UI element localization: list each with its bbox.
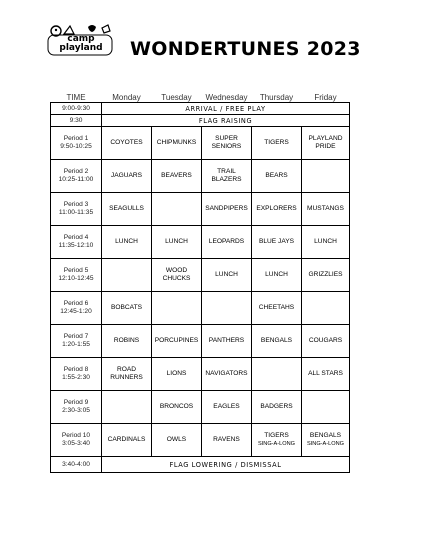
- group-name: BEARS: [265, 172, 288, 179]
- group-name: CARDINALS: [107, 436, 146, 443]
- period-time-cell: [51, 193, 102, 226]
- group-name: BADGERS: [260, 403, 293, 410]
- group-cell-wednesday: [202, 127, 252, 160]
- period-row: [51, 424, 350, 457]
- group-name: SEAGULLS: [109, 205, 144, 212]
- group-cell-monday: [102, 160, 152, 193]
- group-cell-thursday: [252, 160, 302, 193]
- group-name: LUNCH: [314, 238, 337, 245]
- period-label: Period 5: [63, 267, 89, 274]
- group-cell-friday: [302, 127, 350, 160]
- period-label: Period 7: [63, 333, 89, 340]
- group-cell-monday: [102, 358, 152, 391]
- group-name: COUGARS: [308, 337, 343, 344]
- period-label: Period 9: [63, 399, 89, 406]
- period-time: 12:10-12:45: [58, 275, 94, 282]
- group-cell-wednesday: [202, 391, 252, 424]
- group-cell-monday: [102, 325, 152, 358]
- group-name: RAVENS: [213, 436, 240, 443]
- column-header-monday: Monday: [112, 93, 141, 102]
- period-time: 11:00-11:35: [58, 209, 94, 216]
- period-label: Period 3: [63, 201, 89, 208]
- group-cell-monday: [102, 226, 152, 259]
- group-cell-thursday: [252, 424, 302, 457]
- period-time-cell: [51, 325, 102, 358]
- group-cell-thursday: [252, 226, 302, 259]
- period-row: [51, 391, 350, 424]
- group-cell-wednesday: [202, 193, 252, 226]
- group-name: LEOPARDS: [208, 238, 245, 245]
- period-row: [51, 292, 350, 325]
- group-cell-wednesday: [202, 358, 252, 391]
- arrival-row: [51, 103, 350, 115]
- period-row: [51, 160, 350, 193]
- period-time-cell: [51, 358, 102, 391]
- column-header-friday: Friday: [314, 93, 337, 102]
- period-row: [51, 325, 350, 358]
- group-name: WOOD CHUCKS: [162, 267, 191, 282]
- group-name: LIONS: [166, 370, 187, 377]
- group-cell-tuesday: [152, 127, 202, 160]
- period-time-cell: [51, 226, 102, 259]
- group-cell-thursday: [252, 391, 302, 424]
- group-name: LUNCH: [215, 271, 238, 278]
- period-label: Period 1: [63, 135, 89, 142]
- group-subtitle: SING-A-LONG: [258, 441, 295, 447]
- period-label: Period 6: [63, 300, 89, 307]
- period-time: 1:20-1:55: [62, 341, 90, 348]
- group-cell-thursday: [252, 193, 302, 226]
- group-cell-tuesday: [152, 193, 202, 226]
- group-name: BENGALS: [260, 337, 293, 344]
- group-cell-monday: [102, 259, 152, 292]
- header-row: [51, 88, 350, 103]
- group-cell-friday: [302, 358, 350, 391]
- group-cell-monday: [102, 193, 152, 226]
- group-cell-monday: [102, 127, 152, 160]
- group-cell-wednesday: [202, 259, 252, 292]
- group-cell-thursday: [252, 325, 302, 358]
- column-header-tuesday: Tuesday: [161, 93, 192, 102]
- column-header-thursday: Thursday: [259, 93, 294, 102]
- period-row: [51, 193, 350, 226]
- group-name: EAGLES: [213, 403, 240, 410]
- group-name: TIGERS: [264, 432, 289, 439]
- group-name: BOBCATS: [110, 304, 143, 311]
- period-row: [51, 127, 350, 160]
- period-label: Period 8: [63, 366, 89, 373]
- logo-line-playland: playland: [59, 43, 103, 53]
- schedule-table: [50, 88, 350, 473]
- group-cell-tuesday: [152, 292, 202, 325]
- group-name: TIGERS: [264, 139, 289, 146]
- dismissal-time: 3:40-4:00: [51, 457, 102, 473]
- column-header-time: TIME: [66, 93, 86, 102]
- group-cell-friday: [302, 424, 350, 457]
- group-name: BENGALS: [309, 432, 342, 439]
- group-name: ROAD RUNNERS: [110, 366, 143, 381]
- group-cell-friday: [302, 292, 350, 325]
- group-cell-monday: [102, 424, 152, 457]
- group-cell-friday: [302, 193, 350, 226]
- group-name: TRAIL BLAZERS: [211, 168, 242, 183]
- period-label: Period 4: [63, 234, 89, 241]
- period-row: [51, 358, 350, 391]
- period-time-cell: [51, 424, 102, 457]
- group-cell-thursday: [252, 358, 302, 391]
- group-name: SUPER SENIORS: [211, 135, 242, 150]
- arrival-time: 9:00-9:30: [51, 103, 102, 115]
- group-cell-wednesday: [202, 226, 252, 259]
- group-cell-monday: [102, 292, 152, 325]
- period-time-cell: [51, 127, 102, 160]
- group-cell-friday: [302, 259, 350, 292]
- group-name: CHIPMUNKS: [156, 139, 197, 146]
- group-name: MUSTANGS: [307, 205, 344, 212]
- group-name: GRIZZLIES: [308, 271, 343, 278]
- flag-raising-row: [51, 115, 350, 127]
- group-subtitle: SING-A-LONG: [307, 441, 344, 447]
- group-name: COYOTES: [110, 139, 143, 146]
- period-time: 1:55-2:30: [62, 374, 90, 381]
- group-name: BRONCOS: [159, 403, 194, 410]
- group-cell-tuesday: [152, 226, 202, 259]
- group-name: BEAVERS: [161, 172, 192, 179]
- period-time: 10:25-11:00: [58, 176, 94, 183]
- group-name: PANTHERS: [208, 337, 245, 344]
- group-cell-thursday: [252, 259, 302, 292]
- column-header-wednesday: Wednesday: [205, 93, 248, 102]
- group-cell-friday: [302, 325, 350, 358]
- period-label: Period 2: [63, 168, 89, 175]
- arrival-label: ARRIVAL / FREE PLAY: [102, 103, 350, 115]
- period-time: 11:35-12:10: [58, 242, 94, 249]
- dismissal-row: [51, 457, 350, 473]
- group-name: BLUE JAYS: [258, 238, 295, 245]
- group-cell-wednesday: [202, 292, 252, 325]
- group-name: LUNCH: [265, 271, 288, 278]
- group-name: NAVIGATORS: [205, 370, 248, 377]
- period-time-cell: [51, 160, 102, 193]
- group-cell-wednesday: [202, 325, 252, 358]
- group-cell-friday: [302, 160, 350, 193]
- group-cell-friday: [302, 226, 350, 259]
- period-time-cell: [51, 391, 102, 424]
- logo-text: [50, 35, 112, 53]
- flag-raising-time: 9:30: [51, 115, 102, 127]
- group-name: LUNCH: [165, 238, 188, 245]
- period-time: 2:30-3:05: [62, 407, 90, 414]
- period-label: Period 10: [61, 432, 91, 439]
- group-cell-thursday: [252, 127, 302, 160]
- period-time-cell: [51, 259, 102, 292]
- group-cell-tuesday: [152, 424, 202, 457]
- group-cell-friday: [302, 391, 350, 424]
- dismissal-label: FLAG LOWERING / DISMISSAL: [102, 457, 350, 473]
- page-title: WONDERTUNES 2023: [130, 38, 361, 60]
- period-time: 3:05-3:40: [62, 440, 90, 447]
- period-row: [51, 226, 350, 259]
- group-cell-monday: [102, 391, 152, 424]
- group-name: SANDPIPERS: [205, 205, 248, 212]
- group-name: EXPLORERS: [256, 205, 297, 212]
- group-cell-tuesday: [152, 259, 202, 292]
- group-name: LUNCH: [115, 238, 138, 245]
- group-cell-tuesday: [152, 358, 202, 391]
- period-time: 9:50-10:25: [60, 143, 92, 150]
- group-name: ROBINS: [113, 337, 140, 344]
- group-cell-tuesday: [152, 391, 202, 424]
- group-cell-wednesday: [202, 160, 252, 193]
- group-name: PLAYLAND PRIDE: [308, 135, 343, 150]
- group-cell-tuesday: [152, 325, 202, 358]
- group-name: CHEETAHS: [258, 304, 295, 311]
- period-time-cell: [51, 292, 102, 325]
- group-cell-tuesday: [152, 160, 202, 193]
- period-row: [51, 259, 350, 292]
- group-name: ALL STARS: [308, 370, 343, 377]
- period-time: 12:45-1:20: [60, 308, 92, 315]
- group-name: PORCUPINES: [154, 337, 199, 344]
- group-name: JAGUARS: [110, 172, 143, 179]
- group-cell-wednesday: [202, 424, 252, 457]
- group-cell-thursday: [252, 292, 302, 325]
- flag-raising-label: FLAG RAISING: [102, 115, 350, 127]
- logo-line-camp: camp: [67, 34, 95, 44]
- group-name: OWLS: [166, 436, 187, 443]
